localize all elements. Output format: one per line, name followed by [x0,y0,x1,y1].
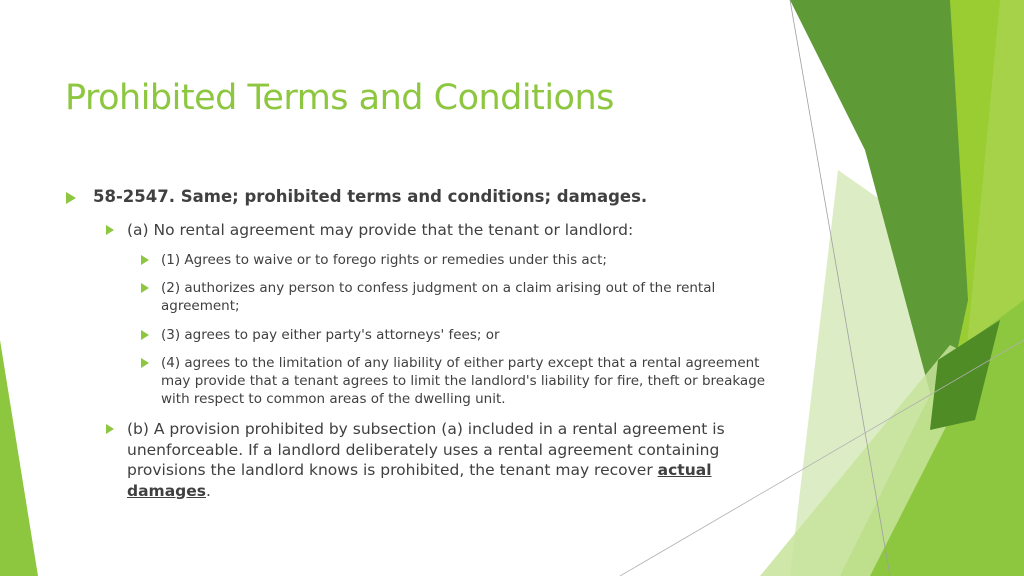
bullet-arrow-icon [141,330,149,340]
bullet-arrow-icon [141,358,149,368]
list-item: (a) No rental agreement may provide that the tenant or landlord: [127,221,634,239]
left-edge-shape [0,340,38,576]
bullet-arrow-icon [66,192,76,204]
emphasis-link: actual damages [127,461,712,500]
bullet-arrow-icon [106,225,114,235]
paragraph-text: (b) A provision prohibited by subsection (a) included in a rental agreement is unenforceable. If a landlord deliberately uses a rental agreement containing provisions the landlord knows is prohibited, the tenant may recover [127,420,725,479]
sentence-end: . [206,481,211,500]
list-item: (1) Agrees to waive or to forego rights or remedies under this act; [161,252,607,268]
list-item: (3) agrees to pay either party's attorneys' fees; or [161,327,500,343]
bullet-arrow-icon [106,424,114,434]
section-heading: 58-2547. Same; prohibited terms and conditions; damages. [93,187,648,206]
list-item [127,419,732,501]
list-item: (4) agrees to the limitation of any liability of either party except that a rental agreement may provide that a tenant agrees to limit the landlord's liability for fire, theft or breakage with respect to common areas of the dwelling unit. [161,355,766,407]
list-item: (2) authorizes any person to confess judgment on a claim arising out of the rental agreement; [161,280,716,314]
slide-title: Prohibited Terms and Conditions [65,78,614,118]
bullet-arrow-icon [141,255,149,265]
bullet-arrow-icon [141,283,149,293]
